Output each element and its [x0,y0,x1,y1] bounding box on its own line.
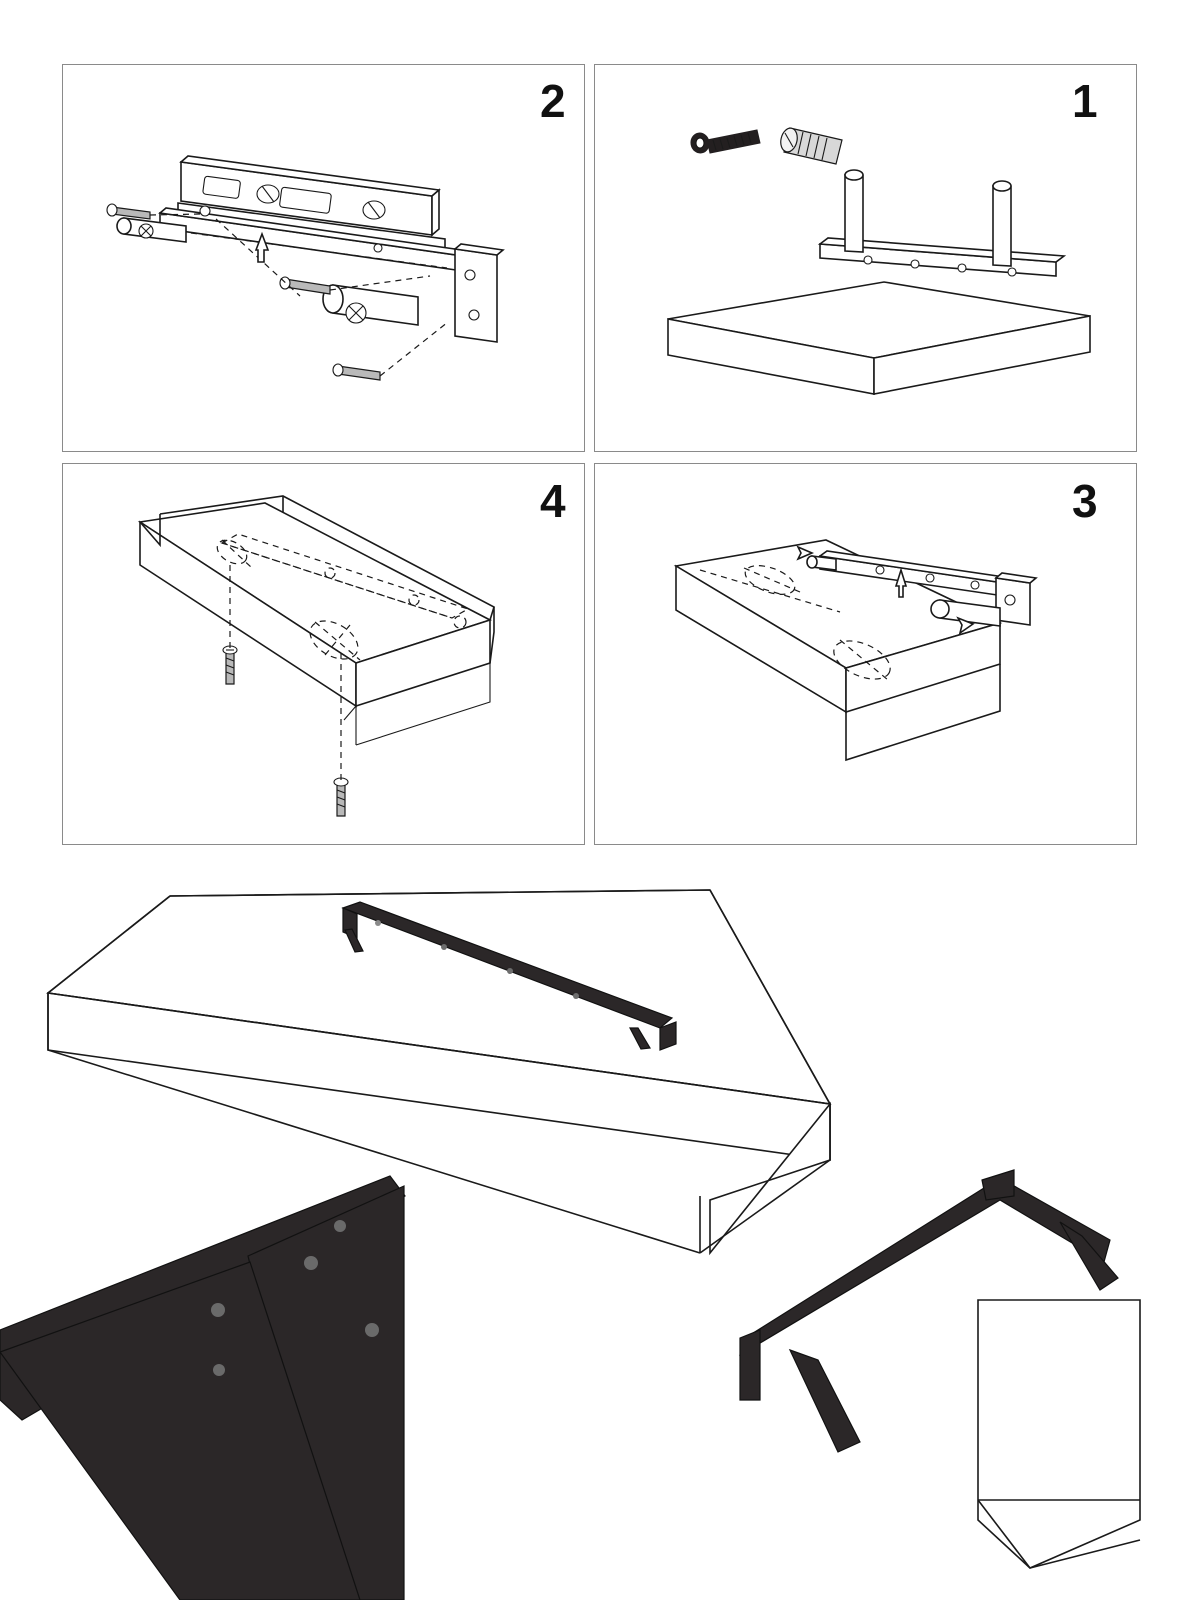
panel-step-4 [62,463,585,845]
photo-bracket-closeup [0,1176,405,1600]
photo-shelf-bracket [343,902,676,1050]
panel-number-2: 2 [540,75,566,127]
panel-step-3 [594,463,1137,845]
photo-shelf-corner [978,1300,1140,1568]
panel-number-3: 3 [1072,475,1098,527]
panel-number-1: 1 [1072,75,1098,127]
panel-step-1 [594,64,1137,452]
photo-bracket-pair [740,1170,1118,1452]
photo-shelf-board [48,890,830,1253]
panel-number-4: 4 [540,475,566,527]
panel-step-2 [62,64,585,452]
